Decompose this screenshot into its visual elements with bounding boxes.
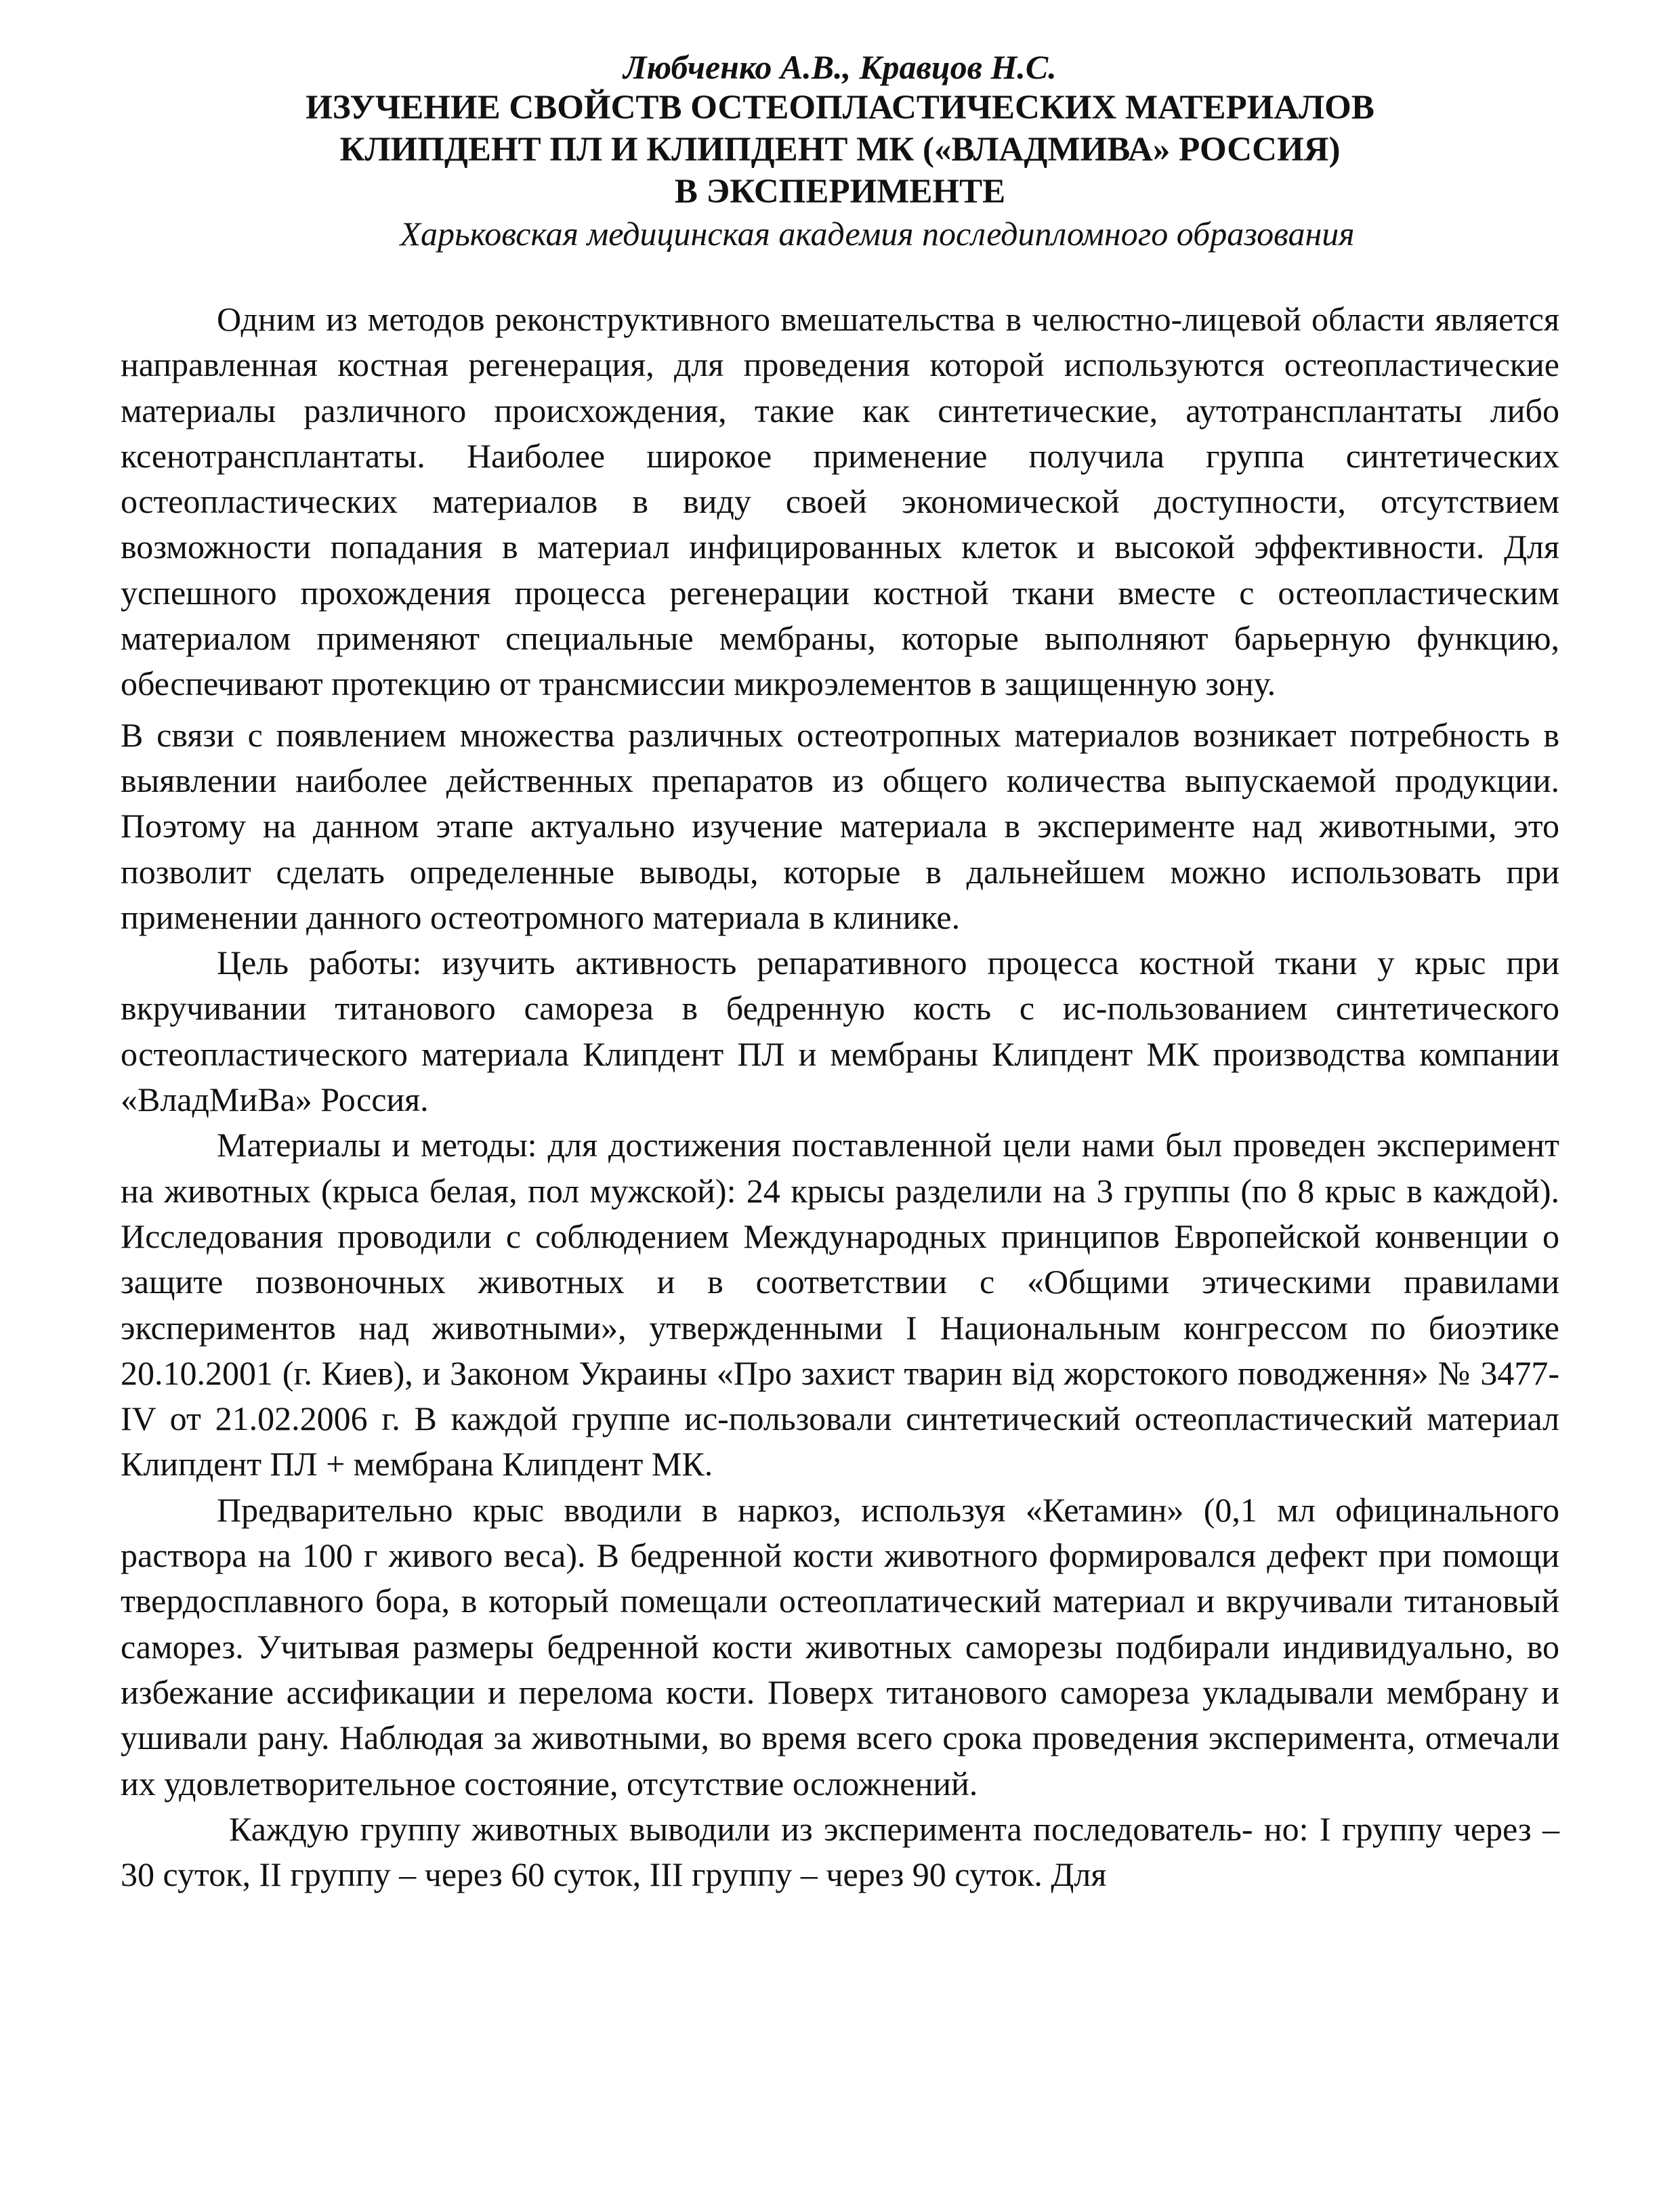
paragraph-methods: Материалы и методы: для достижения поставленной цели нами был проведен эксперимент на животных (крыса белая, пол мужской): 24 крысы разделили на 3 группы (по 8 крыс в каждой). Исследования проводили с соблюдением Международных принципов Европейской конвенции о защите позвоночных животных и в соответствии с «Общими этическими правилами экспериментов над животными», утвержденными I Национальным конгрессом по биоэтике 20.10.2001 (г. Киев), и Законом Украины «Про захист тварин від жорстокого поводження» № 3477-IV от 21.02.2006 г. В каждой группе ис-пользовали синтетический остеопластический материал Клипдент ПЛ + мембрана Клипдент МК.	[121, 1126, 1559, 1483]
paragraph-groups: Каждую группу животных выводили из эксперимента последователь- но: I группу через – 30 суток, II группу – через 60 суток, III группу – через 90 суток. Для	[121, 1809, 1559, 1894]
authors: Любченко А.В., Кравцов Н.С.	[623, 48, 1057, 86]
title-line-1: ИЗУЧЕНИЕ СВОЙСТВ ОСТЕОПЛАСТИЧЕСКИХ МАТЕРИАЛОВ	[306, 89, 1374, 127]
paragraph-aim: Цель работы: изучить активность репаративного процесса костной ткани у крыс при вкручивании титанового самореза в бедренную кость с ис-пользованием синтетического остеопластического материала Клипдент ПЛ и мембраны Клипдент МК производства компании «ВладМиВа» Россия.	[121, 944, 1559, 1119]
paragraph-procedure: Предварительно крыс вводили в наркоз, используя «Кетамин» (0,1 мл официнального раствора на 100 г живого веса). В бедренной кости животного формировался дефект при помощи твердосплавного бора, в который помещали остеоплатический материал и вкручивали титановый саморез. Учитывая размеры бедренной кости животных саморезы подбирали индивидуально, во избежание ассификации и перелома кости. Поверх титанового самореза укладывали мембрану и ушивали рану. Наблюдая за животными, во время всего срока проведения эксперимента, отмечали их удовлетворительное состояние, отсутствие осложнений.	[121, 1490, 1559, 1803]
article-header	[121, 47, 1559, 255]
affiliation: Харьковская медицинская академия последипломного образования	[400, 215, 1355, 253]
document-page	[121, 47, 1559, 1897]
title-line-3: В ЭКСПЕРИМЕНТЕ	[674, 173, 1006, 211]
article-body	[121, 297, 1559, 1897]
paragraph-relevance: В связи с появлением множества различных остеотропных материалов возникает потребность в выявлении наиболее действенных препаратов из общего количества выпускаемой продукции. Поэтому на данном этапе актуально изучение материала в эксперименте над животными, это позволит сделать определенные выводы, которые в дальнейшем можно использовать при применении данного остеотромного материала в клинике.	[121, 715, 1559, 936]
title-line-2: КЛИПДЕНТ ПЛ И КЛИПДЕНТ МК («ВЛАДМИВА» РОССИЯ)	[339, 131, 1341, 169]
paragraph-intro: Одним из методов реконструктивного вмешательства в челюстно-лицевой области является направленная костная регенерация, для проведения которой используются остеопластические материалы различного происхождения, такие как синтетические, аутотрансплантаты либо ксенотрансплантаты. Наиболее широкое применение получила группа синтетических остеопластических материалов в виду своей экономической доступности, отсутствием возможности попадания в материал инфицированных клеток и высокой эффективности. Для успешного прохождения процесса регенерации костной ткани вместе с остеопластическим материалом применяют специальные мембраны, которые выполняют барьерную функцию, обеспечивают протекцию от трансмиссии микроэлементов в защищенную зону.	[121, 300, 1559, 703]
